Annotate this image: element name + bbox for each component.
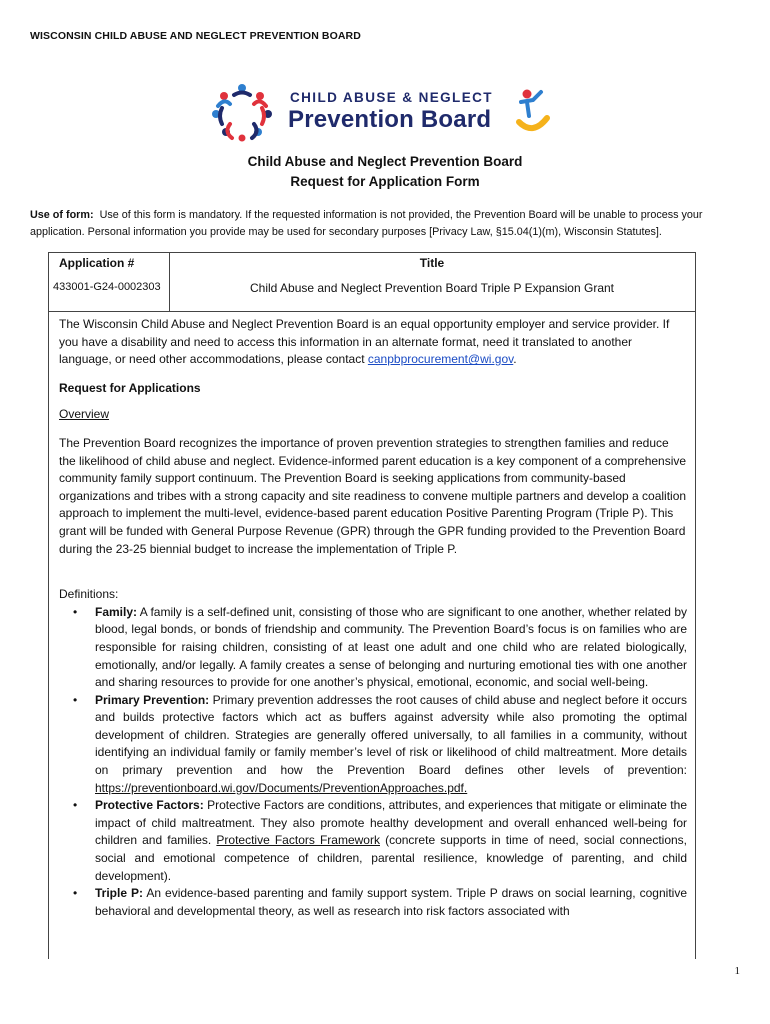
triple-p-text: An evidence-based parenting and family support system. Triple P draws on social learning, cognitive behavioral and developmental theory, as well as research into risk factors associated with <box>95 886 687 918</box>
title-value: Child Abuse and Neglect Prevention Board Triple P Expansion Grant <box>250 281 614 295</box>
document-subtitle: Request for Application Form <box>290 174 480 189</box>
title-header: Title <box>419 256 445 270</box>
bullet-icon: • <box>73 886 78 901</box>
logo <box>208 82 558 142</box>
definitions-heading: Definitions: <box>59 587 119 602</box>
header-org-name: WISCONSIN CHILD ABUSE AND NEGLECT PREVENTION BOARD <box>30 30 361 42</box>
protective-factors-text-1: Protective Factors are conditions, attributes, and experiences that mitigate or eliminate the impact of child maltreatment. They also promote healthy development and overall enhanced well-being for children and families. <box>95 798 687 848</box>
definition-protective-factors <box>59 797 687 885</box>
equal-opportunity-end: . <box>513 352 517 367</box>
definition-family <box>59 604 687 692</box>
logo-child-icon <box>513 88 553 138</box>
use-of-form-notice <box>30 207 740 240</box>
bullet-icon: • <box>73 798 78 813</box>
primary-prevention-text: Primary prevention addresses the root causes of child abuse and neglect before it occurs and builds protective factors which act as buffers against adversity while also promoting the optimal development of children. Strategies are generally offered universally, to all families in a community, without identifying an individual family or family member’s level of risk or likelihood of child maltreatment. More details on primary prevention and how the Prevention Board defines other levels of prevention: <box>95 692 687 778</box>
definition-triple-p <box>59 885 687 920</box>
equal-opportunity-statement <box>59 316 687 369</box>
document-title: Child Abuse and Neglect Prevention Board <box>247 154 523 169</box>
form-content <box>59 316 687 920</box>
family-text: A family is a self-defined unit, consisting of those who are significant to one another, whether related by blood, legal bonds, or bonds of friendship and community. The Prevention Board’s focus is on families who are responsible for raising children, consisting of at least one adult and one child who are related biologically, emotionally, and/or legally. A family creates a sense of belonging and nurturing emotional ties with one another and sharing resources to provide for one another’s physical, emotional, economic, and social well-being. <box>95 604 687 690</box>
contact-email-link[interactable]: canpbprocurement@wi.gov <box>367 352 514 367</box>
triple-p-term: Triple P: <box>95 886 144 901</box>
application-header-table <box>49 253 695 312</box>
logo-figures-icon <box>208 82 278 142</box>
page-number: 1 <box>734 965 740 977</box>
bullet-icon: • <box>73 604 78 619</box>
prevention-approaches-link[interactable]: https://preventionboard.wi.gov/Documents/PreventionApproaches.pdf. <box>95 780 468 795</box>
application-number-header: Application # <box>59 256 135 270</box>
primary-prevention-term: Primary Prevention: <box>95 692 210 707</box>
overview-heading: Overview <box>59 407 110 422</box>
use-of-form-text: Use of this form is mandatory. If the requested information is not provided, the Prevention Board will be unable to process your application. Personal information you provide may be used for secondary purposes [Privacy Law, §15.04(1)(m), Wisconsin Statutes]. <box>30 209 703 238</box>
logo-line1: CHILD ABUSE & NEGLECT <box>290 90 493 105</box>
definition-primary-prevention <box>59 692 687 798</box>
rfa-heading: Request for Applications <box>59 380 201 395</box>
bullet-icon: • <box>73 692 78 707</box>
application-number-value: 433001-G24-0002303 <box>53 281 161 293</box>
use-of-form-label: Use of form: <box>30 209 94 221</box>
overview-text: The Prevention Board recognizes the importance of proven prevention strategies to strengthen families and reduce the likelihood of child abuse and neglect. Evidence-informed parent education is a key component of a comprehensive community family support continuum. The Prevention Board is seeking applications from community-based organizations and tribes with a strong capacity and site readiness to convene multiple partners and develop a coalition approach to implement the multi-level, evidence-based parent education Positive Parenting Program (Triple P). This grant will be funded with General Purpose Revenue (GPR) through the GPR funding provided to the Prevention Board during the 23-25 biennial budget to increase the implementation of Triple P. <box>59 435 687 556</box>
logo-line2: Prevention Board <box>288 106 492 133</box>
application-form-box <box>48 252 696 959</box>
family-term: Family: <box>95 604 138 619</box>
protective-factors-framework-link[interactable]: Protective Factors Framework <box>216 833 380 848</box>
protective-factors-text-2: (concrete supports in time of need, social connections, social and emotional competence of children, parental resilience, knowledge of parenting, and child development). <box>95 833 687 883</box>
protective-factors-term: Protective Factors: <box>95 798 204 813</box>
equal-opportunity-text: The Wisconsin Child Abuse and Neglect Prevention Board is an equal opportunity employer and service provider. If you have a disability and need to access this information in an alternate format, need it translated to another language, or need other accommodations, please contact <box>59 317 670 367</box>
definitions-list <box>59 604 687 921</box>
